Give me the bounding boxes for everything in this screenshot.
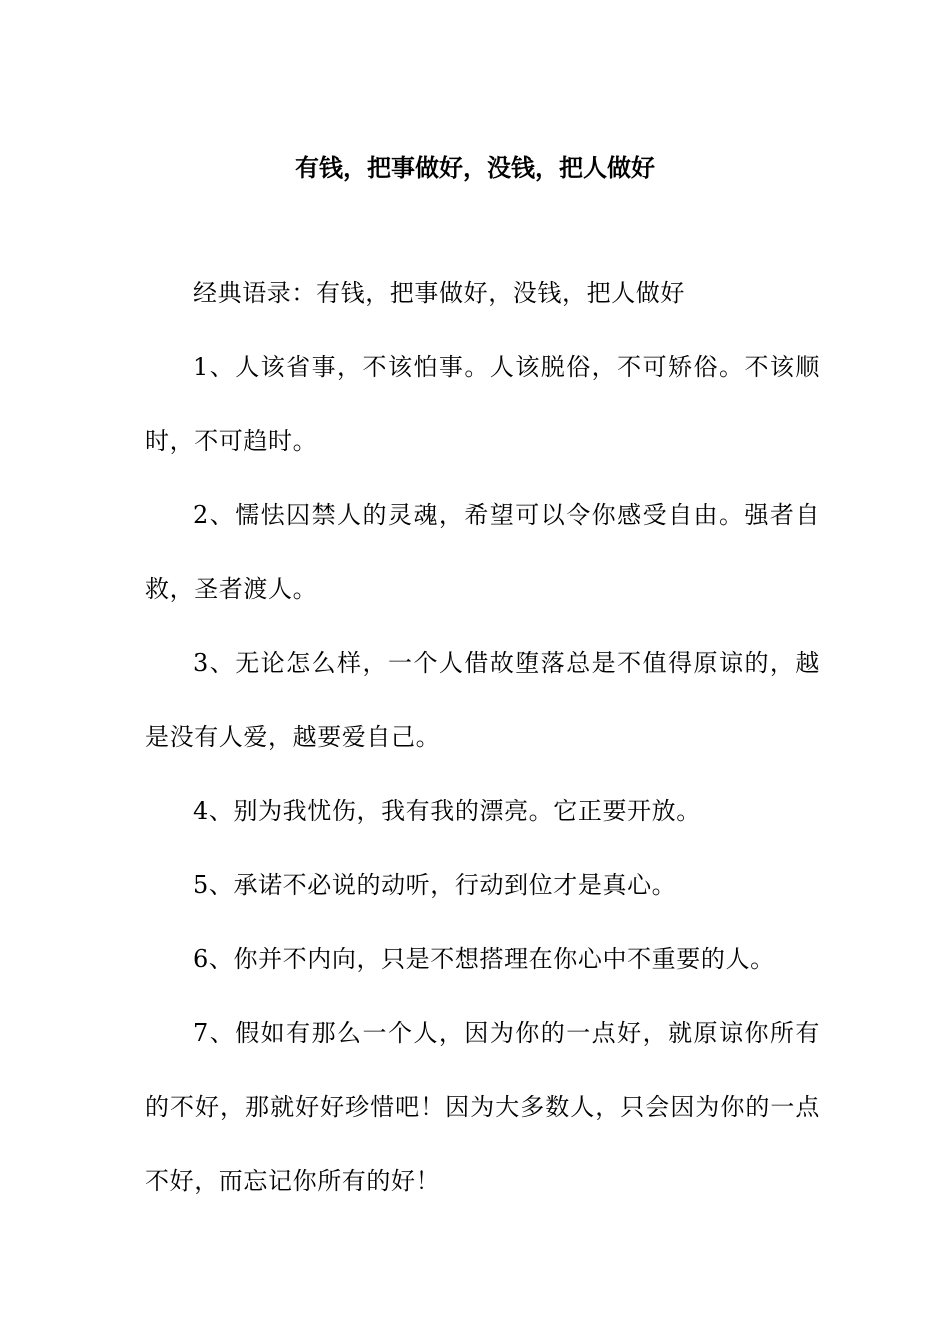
quote-paragraph-1: 1、人该省事，不该怕事。人该脱俗，不可矫俗。不该顺时，不可趋时。 <box>145 353 820 455</box>
quote-paragraph-7: 7、假如有那么一个人，因为你的一点好，就原谅你所有的不好，那就好好珍惜吧！因为大多数人，只会因为你的一点不好，而忘记你所有的好！ <box>145 1019 820 1195</box>
quote-paragraph-2: 2、懦怯囚禁人的灵魂，希望可以令你感受自由。强者自救，圣者渡人。 <box>145 501 820 603</box>
intro-paragraph: 经典语录：有钱，把事做好，没钱，把人做好 <box>193 279 685 307</box>
quote-paragraph-6: 6、你并不内向，只是不想搭理在你心中不重要的人。 <box>193 945 775 973</box>
quote-paragraph-4: 4、别为我忧伤，我有我的漂亮。它正要开放。 <box>193 797 701 825</box>
document-body <box>145 256 820 1218</box>
quote-paragraph-3: 3、无论怎么样，一个人借故堕落总是不值得原谅的，越是没有人爱，越要爱自己。 <box>145 649 820 751</box>
quote-paragraph-5: 5、承诺不必说的动听，行动到位才是真心。 <box>193 871 677 899</box>
document-title: 有钱，把事做好，没钱，把人做好 <box>295 153 655 183</box>
